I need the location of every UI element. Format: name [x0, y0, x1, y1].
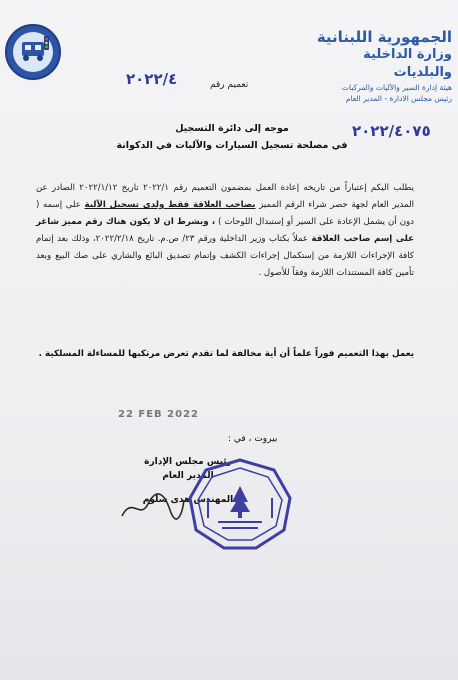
office-name: رئيس مجلس الادارة - المدير العام: [345, 94, 452, 103]
authority-name: هيئة إدارة السير والآليات والمركبات: [341, 83, 452, 92]
addressee-at: في مصلحة تسجيل السيارات والآليات في الدكوانة: [116, 140, 348, 151]
body-bold-1: بصاحب العلاقة فقط ولدى تسجيل الآلية: [84, 200, 256, 210]
addressee-to: موجه إلى دائرة التسجيل: [175, 123, 289, 134]
republic-name: الجمهورية اللبنانية: [316, 28, 452, 46]
signature-name: المهندس هدى سلوم: [142, 495, 234, 505]
signature-title-1: رئيس مجلس الإدارة: [144, 457, 232, 467]
warning-text: يعمل بهذا التعميم فوراً علماً أن أية مخالفة لما تقدم تعرض مرتكبها للمساءلة المسلكية .: [38, 349, 414, 359]
body-part-3: عملاً بكتاب وزير الداخلية ورقم ٢٣/ ص.م. تاريخ ٢٠٢٢/٢/١٨، وذلك بعد إتمام كافة الإجراءات اللازمة من إستكمال إجراءات الكشف وإتمام تصديق البائع والشاري على صك البيع وبعد تأمين كافة المستندات اللازمة وفقاً للأصول .: [36, 234, 414, 278]
ministry-name: وزارة الداخلية والبلديات: [363, 47, 452, 80]
body-bold-2: ، وبشرط ان لا يكون هناك رقم مميز شاغر على إسم صاحب العلاقة: [36, 217, 414, 244]
official-seal-icon: [188, 458, 292, 550]
reference-number: ٢٠٢٢/٤٠٧٥: [352, 122, 431, 140]
letterhead: [302, 28, 452, 104]
authority-emblem: [4, 8, 62, 94]
date-stamp: 22 FEB 2022: [118, 409, 199, 420]
handwritten-signature-icon: [118, 486, 188, 526]
body-part-1: يطلب اليكم إعتباراً من تاريخه إعادة العمل بمضمون التعميم رقم ٢٠٢٢/١ تاريخ ٢٠٢٢/١/١٢ الصادر عن المدير العام لجهة حصر شراء الرقم المميز: [36, 183, 414, 210]
circular-label: تعميم رقم: [210, 80, 249, 90]
emblem-icon: [4, 8, 62, 94]
signature-title-2: المدير العام: [162, 471, 214, 481]
circular-number: ٢٠٢٢/٤: [126, 70, 178, 88]
body-part-2: على إسمه ( دون أن يشمل الإعادة على السير أو إستبدال اللوحات ): [36, 200, 415, 227]
circular-body: [36, 180, 414, 282]
place-date: بيروت ، في :: [228, 434, 278, 444]
